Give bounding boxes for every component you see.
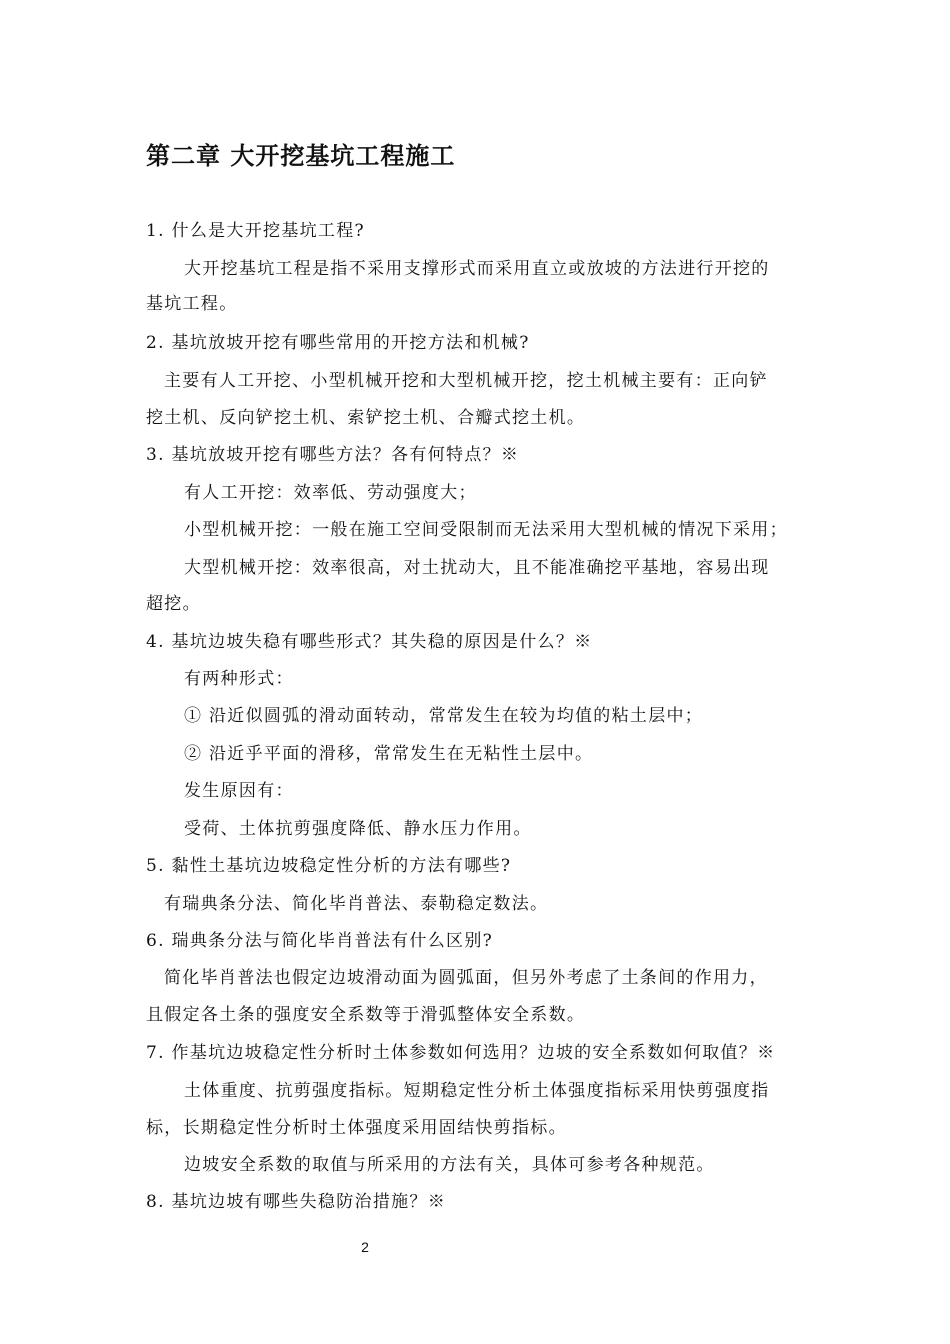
answer-line: 发生原因有：	[184, 781, 294, 801]
question-6: 6. 瑞典条分法与简化毕肖普法有什么区别?	[146, 931, 494, 951]
answer-line: 大型机械开挖：效率很高，对土扰动大，且不能准确挖平基地，容易出现	[184, 558, 770, 578]
question-4: 4. 基坑边坡失稳有哪些形式？其失稳的原因是什么？※	[146, 632, 593, 652]
question-8: 8. 基坑边坡有哪些失稳防治措施？※	[146, 1192, 447, 1212]
answer-line: ① 沿近似圆弧的滑动面转动，常常发生在较为均值的粘土层中；	[184, 706, 704, 726]
question-3: 3. 基坑放坡开挖有哪些方法？各有何特点？※	[146, 445, 520, 465]
answer-line: 挖土机、反向铲挖土机、索铲挖土机、合瓣式挖土机。	[146, 408, 586, 428]
question-5: 5. 黏性土基坑边坡稳定性分析的方法有哪些?	[146, 856, 512, 876]
answer-line: 基坑工程。	[146, 294, 238, 314]
answer-line: 简化毕肖普法也假定边坡滑动面为圆弧面，但另外考虑了土条间的作用力，	[164, 968, 768, 988]
answer-line: 边坡安全系数的取值与所采用的方法有关，具体可参考各种规范。	[184, 1155, 715, 1175]
chapter-title: 第二章 大开挖基坑工程施工	[146, 142, 456, 170]
answer-line: 受荷、土体抗剪强度降低、静水压力作用。	[184, 819, 532, 839]
answer-line: 有瑞典条分法、简化毕肖普法、泰勒稳定数法。	[164, 894, 549, 914]
answer-line: 主要有人工开挖、小型机械开挖和大型机械开挖，挖土机械主要有：正向铲	[164, 371, 768, 391]
answer-line: 有人工开挖：效率低、劳动强度大；	[184, 483, 477, 503]
answer-line: 有两种形式：	[184, 669, 294, 689]
answer-line: ② 沿近乎平面的滑移，常常发生在无粘性土层中。	[184, 744, 594, 764]
answer-line: 标，长期稳定性分析时土体强度采用固结快剪指标。	[146, 1118, 567, 1138]
page-number: 2	[361, 1239, 369, 1255]
answer-line: 土体重度、抗剪强度指标。短期稳定性分析土体强度指标采用快剪强度指	[184, 1081, 770, 1101]
answer-line: 超挖。	[146, 594, 201, 614]
answer-line: 且假定各土条的强度安全系数等于滑弧整体安全系数。	[146, 1005, 586, 1025]
question-7: 7. 作基坑边坡稳定性分析时土体参数如何选用？边坡的安全系数如何取值？※	[146, 1043, 776, 1063]
answer-line: 小型机械开挖：一般在施工空间受限制而无法采用大型机械的情况下采用；	[184, 520, 788, 540]
question-1: 1. 什么是大开挖基坑工程?	[146, 221, 365, 241]
answer-line: 大开挖基坑工程是指不采用支撑形式而采用直立或放坡的方法进行开挖的	[184, 259, 770, 279]
question-2: 2. 基坑放坡开挖有哪些常用的开挖方法和机械?	[146, 333, 530, 353]
